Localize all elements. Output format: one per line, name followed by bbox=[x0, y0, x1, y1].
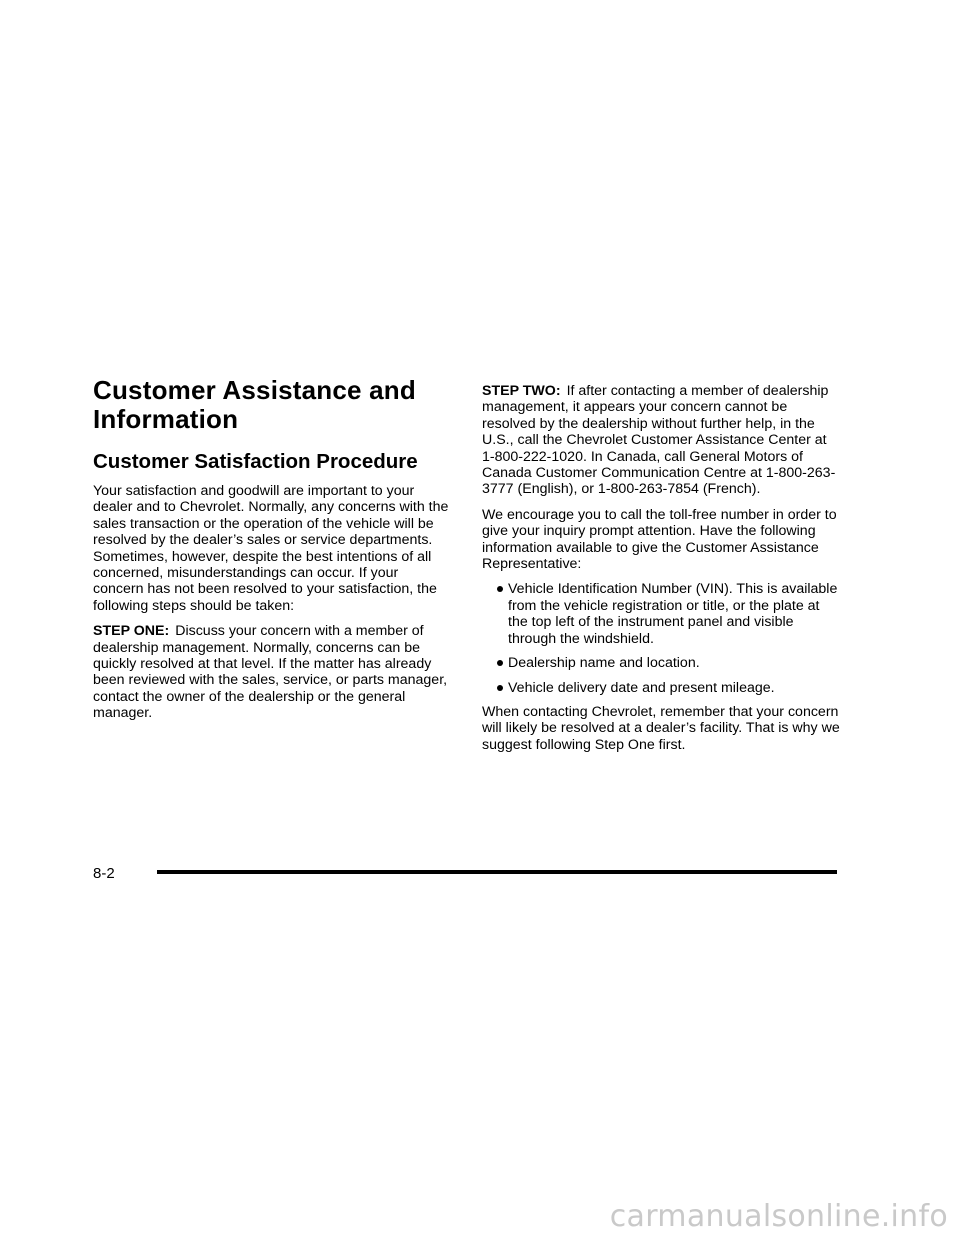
step-two-label: STEP TWO: bbox=[482, 383, 561, 399]
footer-rule bbox=[157, 870, 837, 874]
step-two-paragraph bbox=[482, 383, 840, 498]
chapter-title: Customer Assistance and Information bbox=[93, 375, 416, 434]
closing-paragraph: When contacting Chevrolet, remember that your concern will likely be resolved at a dealer’s facility. That is why we suggest following Step One first. bbox=[482, 703, 840, 753]
left-column bbox=[93, 376, 451, 731]
step-one-label: STEP ONE: bbox=[93, 623, 170, 640]
step-two-text: If after contacting a member of dealership management, it appears your concern cannot be resolved by the dealership without further help, in the U.S., call the Chevrolet Customer Assistance Center at 1-800-222-1020. In Canada, call General Motors of Canada Customer Communication Centre at 1-800-263-3777 (English), or 1-800-263-7854 (French). bbox=[482, 383, 836, 498]
list-item-text: Vehicle Identification Number (VIN). This is available from the vehicle registration or title, or the plate at the top left of the instrument panel and visible through the windshield. bbox=[508, 581, 838, 647]
right-column bbox=[482, 383, 840, 762]
list-item bbox=[482, 680, 840, 696]
list-item bbox=[482, 581, 840, 647]
bullet-icon bbox=[497, 586, 503, 592]
page-number: 8-2 bbox=[93, 865, 115, 882]
info-bullet-list bbox=[482, 581, 840, 695]
section-title: Customer Satisfaction Procedure bbox=[93, 450, 418, 473]
list-item-text: Vehicle delivery date and present mileage. bbox=[508, 679, 775, 696]
step-one-text: Discuss your concern with a member of dealership management. Normally, concerns can be quickly resolved at that level. If the matter has already been reviewed with the sales, service, or parts manager, contact the owner of the dealership or the general manager. bbox=[93, 623, 448, 722]
bullet-icon bbox=[497, 685, 503, 691]
step-one-paragraph bbox=[93, 623, 451, 721]
watermark: carmanualsonline.info bbox=[609, 1199, 948, 1234]
list-item bbox=[482, 655, 840, 671]
bullet-icon bbox=[497, 660, 503, 666]
encourage-paragraph: We encourage you to call the toll-free number in order to give your inquiry prompt attention. Have the following information available to give the Customer Assistance Representative: bbox=[482, 506, 837, 573]
list-item-text: Dealership name and location. bbox=[508, 655, 700, 672]
intro-paragraph: Your satisfaction and goodwill are important to your dealer and to Chevrolet. Normally, any concerns with the sales transaction or the operation of the vehicle will be resolved by the dealer’s sales or service departments. Sometimes, however, despite the best intentions of all concerned, misunderstandings can occur. If your concern has not been resolved to your satisfaction, the following steps should be taken: bbox=[93, 483, 449, 614]
